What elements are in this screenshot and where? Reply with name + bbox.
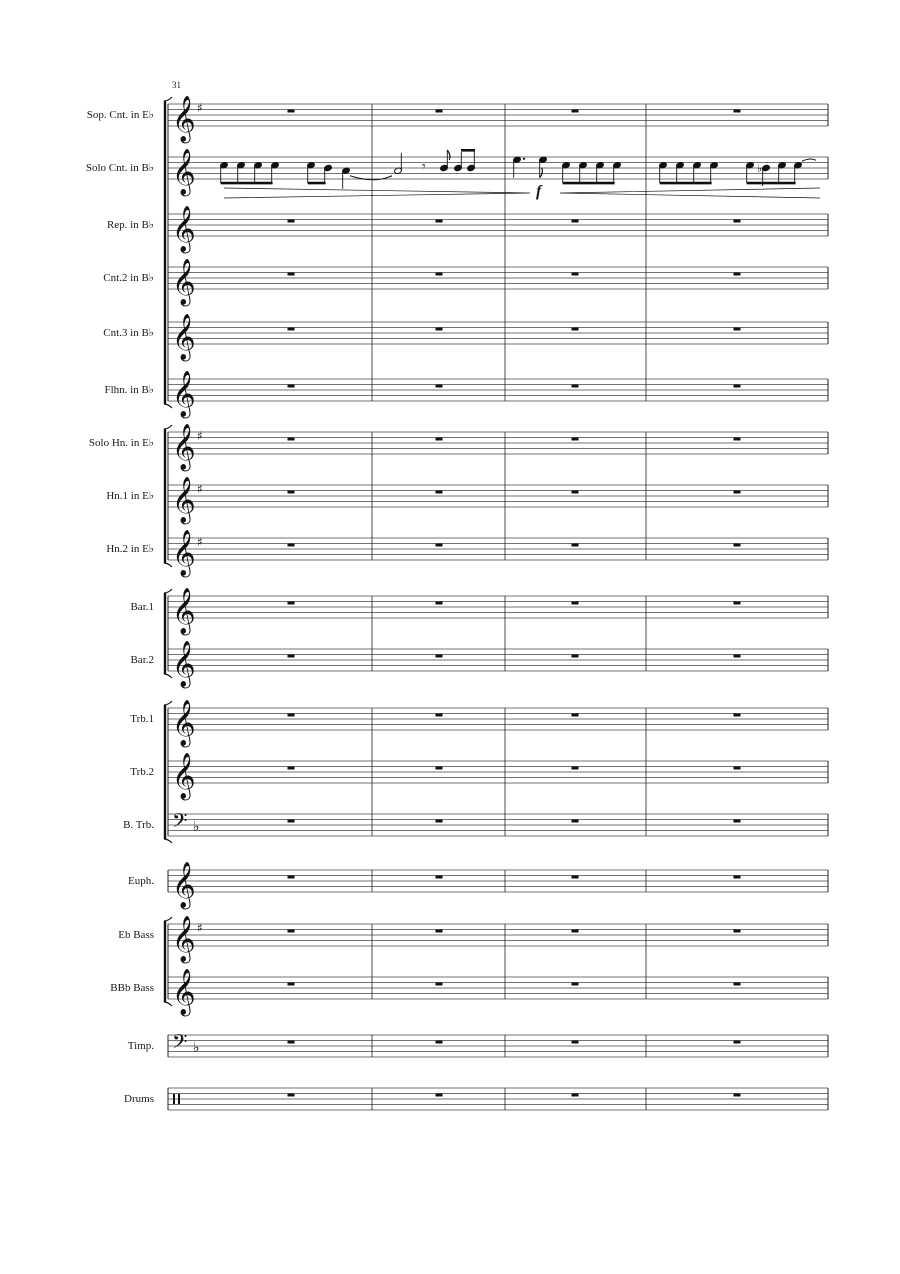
note-beam bbox=[747, 182, 796, 185]
treble-clef: 𝄞 bbox=[172, 588, 196, 634]
bass-clef: 𝄢 bbox=[172, 809, 188, 837]
treble-clef: 𝄞 bbox=[172, 477, 196, 523]
whole-rest bbox=[436, 602, 443, 605]
whole-rest bbox=[572, 1041, 579, 1044]
bracket-hook bbox=[164, 839, 172, 843]
whole-rest bbox=[288, 220, 295, 223]
whole-rest bbox=[436, 385, 443, 388]
instrument-label: Rep. in B♭ bbox=[106, 219, 154, 231]
bracket-hook bbox=[164, 1002, 172, 1006]
bracket-hook bbox=[164, 589, 172, 593]
whole-rest bbox=[288, 385, 295, 388]
key-sharp: ♯ bbox=[197, 535, 203, 549]
whole-rest bbox=[734, 983, 741, 986]
whole-rest bbox=[572, 820, 579, 823]
whole-rest bbox=[436, 983, 443, 986]
whole-rest bbox=[572, 438, 579, 441]
whole-rest bbox=[288, 602, 295, 605]
whole-rest bbox=[436, 110, 443, 113]
whole-rest bbox=[734, 110, 741, 113]
instrument-label: B. Trb. bbox=[123, 819, 154, 831]
treble-clef: 𝄞 bbox=[172, 753, 196, 799]
whole-rest bbox=[734, 655, 741, 658]
whole-rest bbox=[288, 983, 295, 986]
whole-rest bbox=[288, 820, 295, 823]
whole-rest bbox=[734, 544, 741, 547]
key-sharp: ♯ bbox=[197, 921, 203, 935]
treble-clef: 𝄞 bbox=[172, 206, 196, 252]
whole-rest bbox=[436, 876, 443, 879]
whole-rest bbox=[734, 1041, 741, 1044]
whole-rest bbox=[288, 1094, 295, 1097]
bracket-hook bbox=[164, 425, 172, 429]
bracket-hook bbox=[164, 701, 172, 705]
whole-rest bbox=[734, 1094, 741, 1097]
whole-rest bbox=[436, 655, 443, 658]
bracket-hook bbox=[164, 97, 172, 101]
whole-rest bbox=[436, 273, 443, 276]
whole-rest bbox=[288, 491, 295, 494]
whole-rest bbox=[572, 714, 579, 717]
whole-rest bbox=[734, 273, 741, 276]
percussion-clef bbox=[173, 1094, 175, 1104]
dot bbox=[523, 158, 525, 160]
note-beam bbox=[308, 182, 326, 185]
percussion-clef bbox=[178, 1094, 180, 1104]
whole-rest bbox=[572, 220, 579, 223]
whole-rest bbox=[572, 544, 579, 547]
whole-rest bbox=[734, 602, 741, 605]
whole-rest bbox=[734, 220, 741, 223]
whole-rest bbox=[734, 714, 741, 717]
treble-clef: 𝄞 bbox=[172, 916, 196, 962]
whole-rest bbox=[288, 655, 295, 658]
whole-rest bbox=[572, 273, 579, 276]
treble-clef: 𝄞 bbox=[172, 700, 196, 746]
treble-clef: 𝄞 bbox=[172, 530, 196, 576]
whole-rest bbox=[436, 767, 443, 770]
instrument-label: Bar.1 bbox=[130, 601, 154, 613]
instrument-label: Cnt.3 in B♭ bbox=[103, 327, 154, 339]
whole-rest bbox=[436, 328, 443, 331]
note-beam bbox=[563, 182, 615, 185]
whole-rest bbox=[572, 983, 579, 986]
whole-rest bbox=[288, 767, 295, 770]
whole-rest bbox=[436, 930, 443, 933]
treble-clef: 𝄞 bbox=[172, 969, 196, 1015]
treble-clef: 𝄞 bbox=[172, 424, 196, 470]
dynamic-marking: f bbox=[536, 183, 542, 200]
whole-rest bbox=[734, 328, 741, 331]
bracket-hook bbox=[164, 563, 172, 567]
whole-rest bbox=[288, 876, 295, 879]
instrument-label: Euph. bbox=[128, 875, 154, 887]
instrument-label: Drums bbox=[124, 1093, 154, 1105]
key-sharp: ♯ bbox=[197, 101, 203, 115]
measure-number: 31 bbox=[172, 80, 181, 90]
whole-rest bbox=[734, 876, 741, 879]
bass-clef: 𝄢 bbox=[172, 1030, 188, 1058]
whole-rest bbox=[436, 491, 443, 494]
whole-rest bbox=[288, 714, 295, 717]
instrument-label: Trb.2 bbox=[130, 766, 154, 778]
whole-rest bbox=[734, 767, 741, 770]
key-flat: ♭ bbox=[193, 1040, 200, 1056]
whole-rest bbox=[572, 767, 579, 770]
tie bbox=[802, 159, 816, 161]
whole-rest bbox=[436, 714, 443, 717]
instrument-label: Solo Hn. in E♭ bbox=[88, 437, 154, 449]
note-beam bbox=[660, 182, 712, 185]
whole-rest bbox=[572, 602, 579, 605]
whole-rest bbox=[572, 655, 579, 658]
treble-clef: 𝄞 bbox=[172, 862, 196, 908]
instrument-label: Timp. bbox=[127, 1040, 154, 1052]
whole-rest bbox=[288, 544, 295, 547]
whole-rest bbox=[734, 491, 741, 494]
note-beam bbox=[221, 182, 273, 185]
instrument-label: Bar.2 bbox=[130, 654, 154, 666]
treble-clef: 𝄞 bbox=[172, 259, 196, 305]
whole-rest bbox=[288, 438, 295, 441]
instrument-label: Eb Bass bbox=[118, 929, 154, 941]
whole-rest bbox=[436, 1041, 443, 1044]
key-flat: ♭ bbox=[193, 819, 200, 835]
instrument-label: Hn.2 in E♭ bbox=[106, 543, 154, 555]
whole-rest bbox=[572, 385, 579, 388]
whole-rest bbox=[288, 1041, 295, 1044]
whole-rest bbox=[734, 438, 741, 441]
whole-rest bbox=[436, 544, 443, 547]
whole-rest bbox=[436, 220, 443, 223]
whole-rest bbox=[734, 820, 741, 823]
whole-rest bbox=[572, 328, 579, 331]
whole-rest bbox=[436, 1094, 443, 1097]
whole-rest bbox=[288, 930, 295, 933]
whole-rest bbox=[572, 1094, 579, 1097]
whole-rest bbox=[734, 385, 741, 388]
treble-clef: 𝄞 bbox=[172, 96, 196, 142]
instrument-label: Cnt.2 in B♭ bbox=[103, 272, 154, 284]
whole-rest bbox=[572, 876, 579, 879]
treble-clef: 𝄞 bbox=[172, 149, 196, 195]
treble-clef: 𝄞 bbox=[172, 641, 196, 687]
whole-rest bbox=[288, 110, 295, 113]
accidental-flat: ♭ bbox=[757, 162, 763, 175]
instrument-label: BBb Bass bbox=[110, 982, 154, 994]
hairpin bbox=[560, 188, 820, 198]
whole-rest bbox=[436, 820, 443, 823]
instrument-label: Trb.1 bbox=[130, 713, 154, 725]
whole-rest bbox=[288, 273, 295, 276]
instrument-label: Hn.1 in E♭ bbox=[106, 490, 154, 502]
whole-rest bbox=[436, 438, 443, 441]
hairpin bbox=[224, 188, 530, 198]
treble-clef: 𝄞 bbox=[172, 314, 196, 360]
instrument-label: Solo Cnt. in B♭ bbox=[85, 162, 154, 174]
note-beam bbox=[461, 149, 475, 152]
key-sharp: ♯ bbox=[197, 482, 203, 496]
eighth-rest: 𝄾 bbox=[422, 159, 426, 175]
whole-rest bbox=[572, 491, 579, 494]
instrument-label: Flhn. in B♭ bbox=[104, 384, 154, 396]
instrument-label: Sop. Cnt. in E♭ bbox=[86, 109, 154, 121]
bracket-hook bbox=[164, 674, 172, 678]
bracket-hook bbox=[164, 917, 172, 921]
whole-rest bbox=[572, 930, 579, 933]
whole-rest bbox=[572, 110, 579, 113]
treble-clef: 𝄞 bbox=[172, 371, 196, 417]
key-sharp: ♯ bbox=[197, 429, 203, 443]
whole-rest bbox=[288, 328, 295, 331]
whole-rest bbox=[734, 930, 741, 933]
bracket-hook bbox=[164, 404, 172, 408]
